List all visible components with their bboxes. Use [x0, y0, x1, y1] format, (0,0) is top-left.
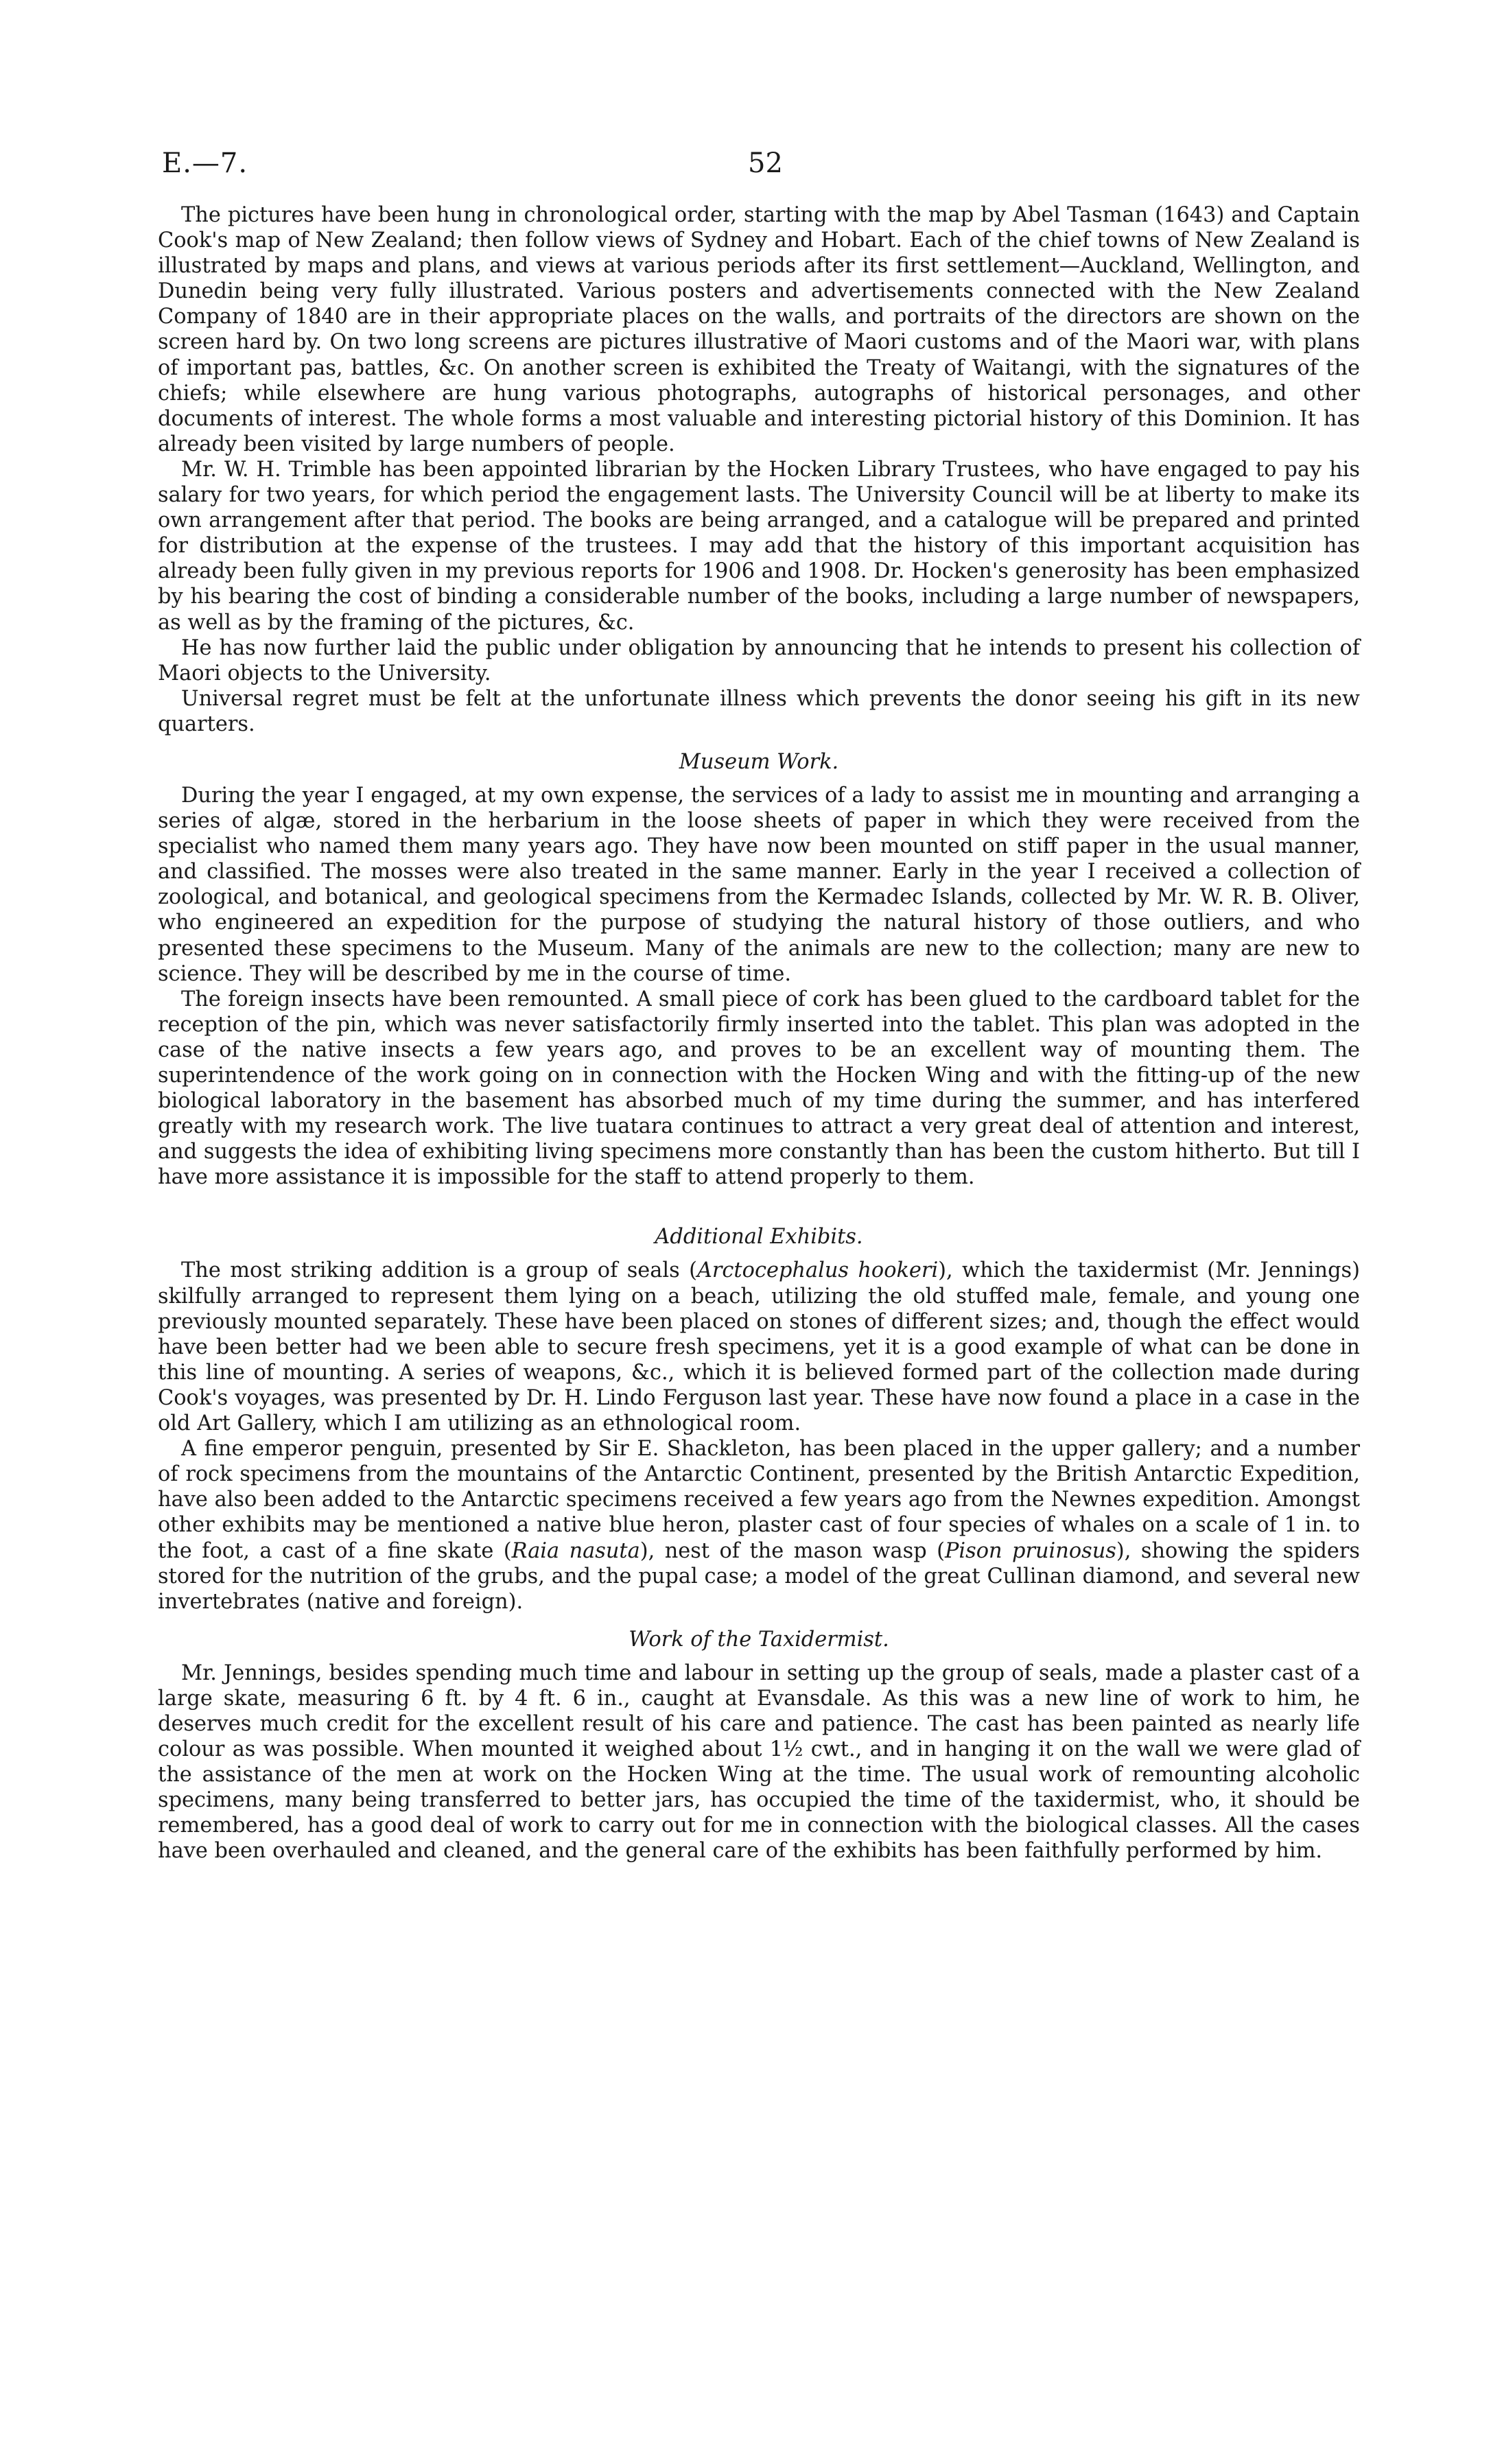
- heading-taxidermist: Work of the Taxidermist.: [629, 1627, 889, 1652]
- paragraph-librarian: Mr. W. H. Trimble has been appointed librarian by the Hocken Library Trustees, who have engaged to pay his salary for two years, for which period the engagement lasts. The University Council will be at liberty to make its own arrangement after that period. The books are being arranged, and a catalogue will be prepared and printed for distribution at the expense of the trustees. I may add that the history of this important acquisition has already been fully given in my previous reports for 1906 and 1908. Dr. Hocken's generosity has been emphasized by his bearing the cost of binding a considerable number of the books, including a large number of newspapers, as well as by the framing of the pictures, &c.: [158, 457, 1360, 635]
- species-name: Pison pruinosus: [944, 1538, 1116, 1563]
- paragraph-regret: Universal regret must be felt at the unfortunate illness which prevents the donor seeing his gift in its new quarters.: [158, 686, 1360, 736]
- paragraph-jennings: Mr. Jennings, besides spending much time and labour in setting up the group of seals, made a plaster cast of a large skate, measuring 6 ft. by 4 ft. 6 in., caught at Evansdale. As this was a new line of work to him, he deserves much credit for the excellent result of his care and patience. The cast has been painted as nearly life colour as was possible. When mounted it weighed about 1½ cwt., and in hanging it on the wall we were glad of the assistance of the men at work on the Hocken Wing at the time. The usual work of remounting alcoholic specimens, many being transferred to better jars, has occupied the time of the taxidermist, who, it should be remembered, has a good deal of work to carry out for me in connection with the biological classes. All the cases have been overhauled and cleaned, and the general care of the exhibits has been faithfully performed by him.: [158, 1661, 1360, 1864]
- paragraph-insects: The foreign insects have been remounted. A small piece of cork has been glued to the cardboard tablet for the reception of the pin, which was never satisfactorily firmly inserted into the tablet. This plan was adopted in the case of the native insects a few years ago, and proves to be an excellent way of mounting them. The superintendence of the work going on in connection with the Hocken Wing and with the fitting-up of the new biological laboratory in the basement has absorbed much of my time during the summer, and has interfered greatly with my research work. The live tuatara continues to attract a very great deal of attention and interest, and suggests the idea of exhibiting living specimens more constantly than has been the custom hitherto. But till I have more assistance it is impossible for the staff to attend properly to them.: [158, 987, 1360, 1190]
- page-header: [158, 141, 1360, 202]
- paragraph-penguin: A fine emperor penguin, presented by Sir E. Shackleton, has been placed in the upper gallery; and a number of rock specimens from the mountains of the Antarctic Continent, presented by the British Antarctic Expedition, have also been added to the Antarctic specimens received a few years ago from the Newnes expedition. Amongst other exhibits may be mentioned a native blue heron, plaster cast of four species of whales on a scale of 1 in. to the foot, a cast of a fine skate (Raia nasuta), nest of the mason wasp (Pison pruinosus), showing the spiders stored for the nutrition of the grubs, and the pupal case; a model of the great Cullinan diamond, and several new invertebrates (native and foreign).: [158, 1437, 1361, 1614]
- weight-value: 1½: [769, 1737, 803, 1762]
- paragraph-algae: During the year I engaged, at my own expense, the services of a lady to assist me in mounting and arranging a series of algæ, stored in the herbarium in the loose sheets of paper in which they were received from the specialist who named them many years ago. They have now been mounted on stiff paper in the usual manner, and classified. The mosses were also treated in the same manner. Early in the year I received a collection of zoological, and botanical, and geological specimens from the Kermadec Islands, collected by Mr. W. R. B. Oliver, who engineered an expedition for the purpose of studying the natural history of those outliers, and who presented these specimens to the Museum. Many of the animals are new to the collection; many are new to science. They will be described by me in the course of time.: [158, 783, 1360, 986]
- heading-museum-work: Museum Work.: [679, 749, 839, 774]
- report-code: E.—7.: [162, 148, 248, 179]
- document-page: [158, 141, 1360, 1864]
- body-text: [158, 202, 1360, 1864]
- page-number: 52: [748, 148, 783, 179]
- paragraph-seals: The most striking addition is a group of seals (Arctocephalus hookeri), which the taxidermist (Mr. Jennings) skilfully arranged to represent them lying on a beach, utilizing the old stuffed male, female, and young one previously mounted separately. These have been placed on stones of different sizes; and, though the effect would have been better had we been able to secure fresh specimens, yet it is a good example of what can be done in this line of mounting. A series of weapons, &c., which it is believed formed part of the collection made during Cook's voyages, was presented by Dr. H. Lindo Ferguson last year. These have now found a place in a case in the old Art Gallery, which I am utilizing as an ethnological room.: [158, 1258, 1361, 1436]
- heading-additional-exhibits: Additional Exhibits.: [655, 1225, 863, 1249]
- paragraph-maori-collection: He has now further laid the public under obligation by announcing that he intends to present his collection of Maori objects to the University.: [158, 635, 1360, 685]
- paragraph-pictures: The pictures have been hung in chronological order, starting with the map by Abel Tasman (1643) and Captain Cook's map of New Zealand; then follow views of Sydney and Hobart. Each of the chief towns of New Zealand is illustrated by maps and plans, and views at various periods after its first settlement—Auckland, Wellington, and Dunedin being very fully illustrated. Various posters and advertisements connected with the New Zealand Company of 1840 are in their appropriate places on the walls, and portraits of the directors are shown on the screen hard by. On two long screens are pictures illustrative of Maori customs and of the Maori war, with plans of important pas, battles, &c. On another screen is exhibited the Treaty of Waitangi, with the signatures of the chiefs; while elsewhere are hung various photographs, autographs of historical personages, and other documents of interest. The whole forms a most valuable and interesting pictorial history of this Dominion. It has already been visited by large numbers of people.: [158, 203, 1360, 456]
- species-name: Arctocephalus hookeri: [696, 1258, 939, 1283]
- species-name: Raia nasuta: [511, 1538, 640, 1563]
